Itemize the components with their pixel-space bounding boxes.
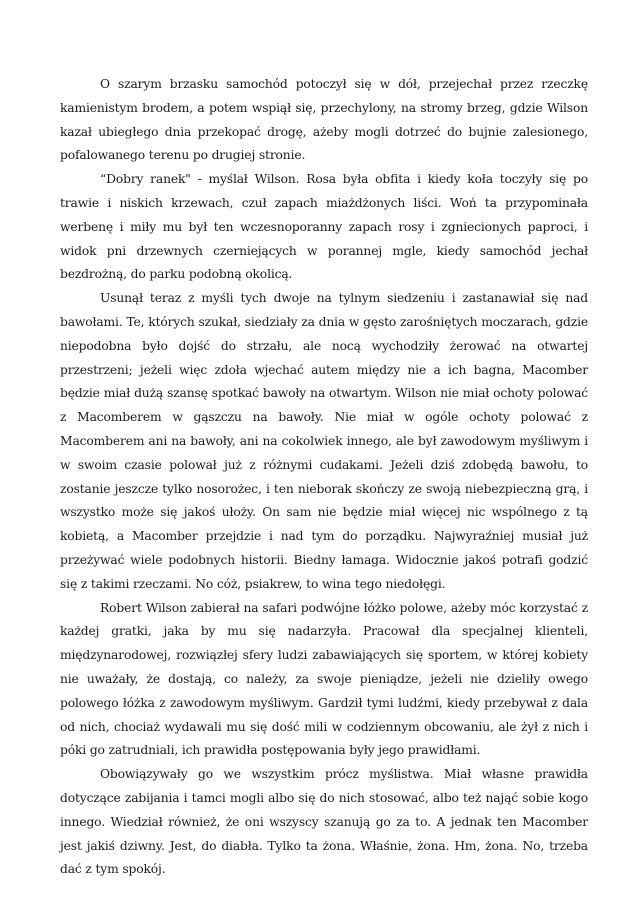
paragraph-2: “Dobry ranek" - myślał Wilson. Rosa była obfita i kiedy koła toczyły się po trawie i niskich krzewach, czuł zapach miażdżonych liści. Woń ta przypominała werbenę i miły mu był ten wczesnoporanny zapach rosy i zgniecionych paproci, i widok pni drzewnych czerniejących w porannej mgle, kiedy samochód jechał bezdrożną, do parku podobną okolicą. — [60, 172, 588, 282]
paragraph-4: Robert Wilson zabierał na safari podwójne łóżko polowe, ażeby móc korzystać z każdej gratki, jaka by mu się nadarzyła. Pracował dla specjalnej klienteli, międzynarodowej, rozwiązłej sfery ludzi zabawiających się sportem, w której kobiety nie uważały, że dostają, co należy, za swoje pieniądze, jeżeli nie dzieliły owego polowego łóżka z zawodowym myśliwym. Gardził tymi ludźmi, kiedy przebywał z dala od nich, chociaż wydawali mu się dość mili w codziennym obcowaniu, ale żył z nich i póki go zatrudniali, ich prawidła postępowania były jego prawidłami. — [60, 600, 588, 758]
paragraph-3: Usunął teraz z myśli tych dwoje na tylnym siedzeniu i zastanawiał się nad bawołami. Te, których szukał, siedziały za dnia w gęsto zarośniętych moczarach, gdzie niepodobna było dojść do strzału, ale nocą wychodziły żerować na otwartej przestrzeni; jeżeli więc zdoła wjechać autem między nie a ich bagna, Macomber będzie miał dużą szansę spotkać bawoły na otwartym. Wilson nie miał ochoty polować z Macomberem w gąszczu na bawoły. Nie miał w ogóle ochoty polować z Macomberem ani na bawoły, ani na cokolwiek innego, ale był zawodowym myśliwym i w swoim czasie polował już z różnymi cudakami. Jeżeli dziś zdobędą bawołu, to zostanie jeszcze tylko nosorożec, i ten nieborak skończy ze swoją niebezpieczną grą, i wszystko może się jakoś ułoży. On sam nie będzie miał więcej nic wspólnego z tą kobietą, a Macomber przejdzie i nad tym do porządku. Najwyraźniej musiał już przeżywać wiele podobnych historii. Biedny łamaga. Widocznie jakoś potrafi godzić się z takimi rzeczami. No cóż, psiakrew, to wina tego niedołęgi. — [60, 291, 588, 591]
paragraph-1: O szarym brzasku samochód potoczył się w dół, przejechał przez rzeczkę kamienistym brodem, a potem wspiął się, przechylony, na stromy brzeg, gdzie Wilson kazał ubiegłego dnia przekopać drogę, ażeby mogli dotrzeć do bujnie zalesionego, pofalowanego terenu po drugiej stronie. — [60, 77, 588, 163]
document-page — [60, 73, 588, 882]
paragraph-5: Obowiązywały go we wszystkim prócz myślistwa. Miał własne prawidła dotyczące zabijania i tamci mogli albo się do nich stosować, albo też nająć sobie kogo innego. Wiedział również, że oni wszyscy szanują go za to. A jednak ten Macomber jest jakiś dziwny. Jest, do diabła. Tylko ta żona. Właśnie, żona. Hm, żona. No, trzeba dać z tym spokój. — [60, 767, 588, 877]
